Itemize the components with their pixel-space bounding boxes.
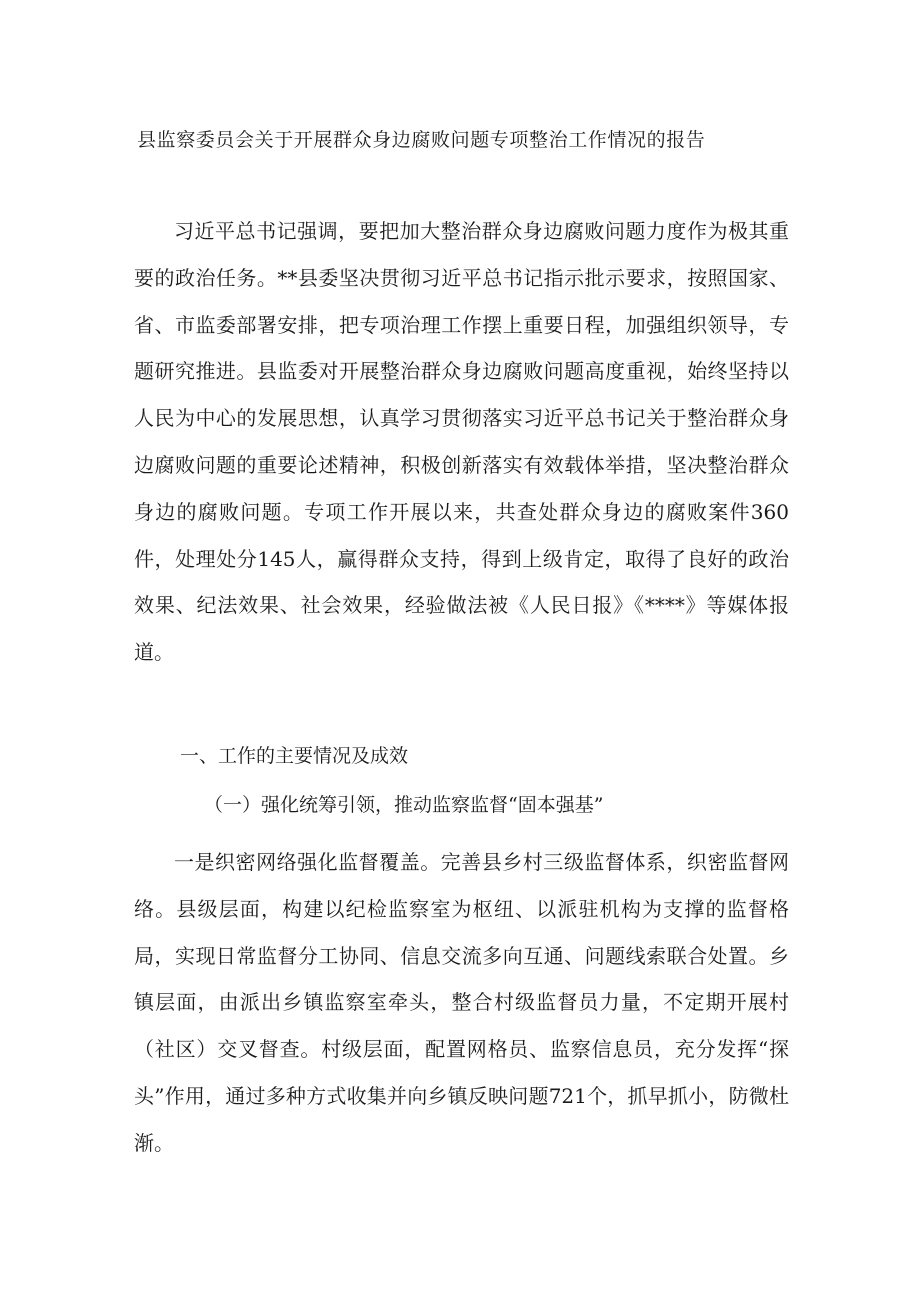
body-paragraph: 一是织密网络强化监督覆盖。完善县乡村三级监督体系，织密监督网络。县级层面，构建以纪检监察室为枢纽、以派驻机构为支撑的监督格局，实现日常监督分工协同、信息交流多向互通、问题线索联合处置。乡镇层面，由派出乡镇监察室牵头，整合村级监督员力量，不定期开展村（社区）交叉督查。村级层面，配置网格员、监察信息员，充分发挥“探头”作用，通过多种方式收集并向乡镇反映问题721个，抓早抓小，防微杜渐。 (134, 850, 789, 1155)
section-heading: 一、工作的主要情况及成效 (180, 745, 409, 767)
subsection-heading: （一）强化统筹引领，推动监察监督“固本强基” (204, 794, 604, 816)
document-title: 县监察委员会关于开展群众身边腐败问题专项整治工作情况的报告 (137, 129, 706, 151)
intro-paragraph: 习近平总书记强调，要把加大整治群众身边腐败问题力度作为极其重要的政治任务。**县委坚决贯彻习近平总书记指示批示要求，按照国家、省、市监委部署安排，把专项治理工作摆上重要日程，加强组织领导，专题研究推进。县监委对开展整治群众身边腐败问题高度重视，始终坚持以人民为中心的发展思想，认真学习贯彻落实习近平总书记关于整治群众身边腐败问题的重要论述精神，积极创新落实有效载体举措，坚决整治群众身边的腐败问题。专项工作开展以来，共查处群众身边的腐败案件360件，处理处分145人，赢得群众支持，得到上级肯定，取得了良好的政治效果、纪法效果、社会效果，经验做法被《人民日报》《****》等媒体报道。 (134, 219, 789, 665)
